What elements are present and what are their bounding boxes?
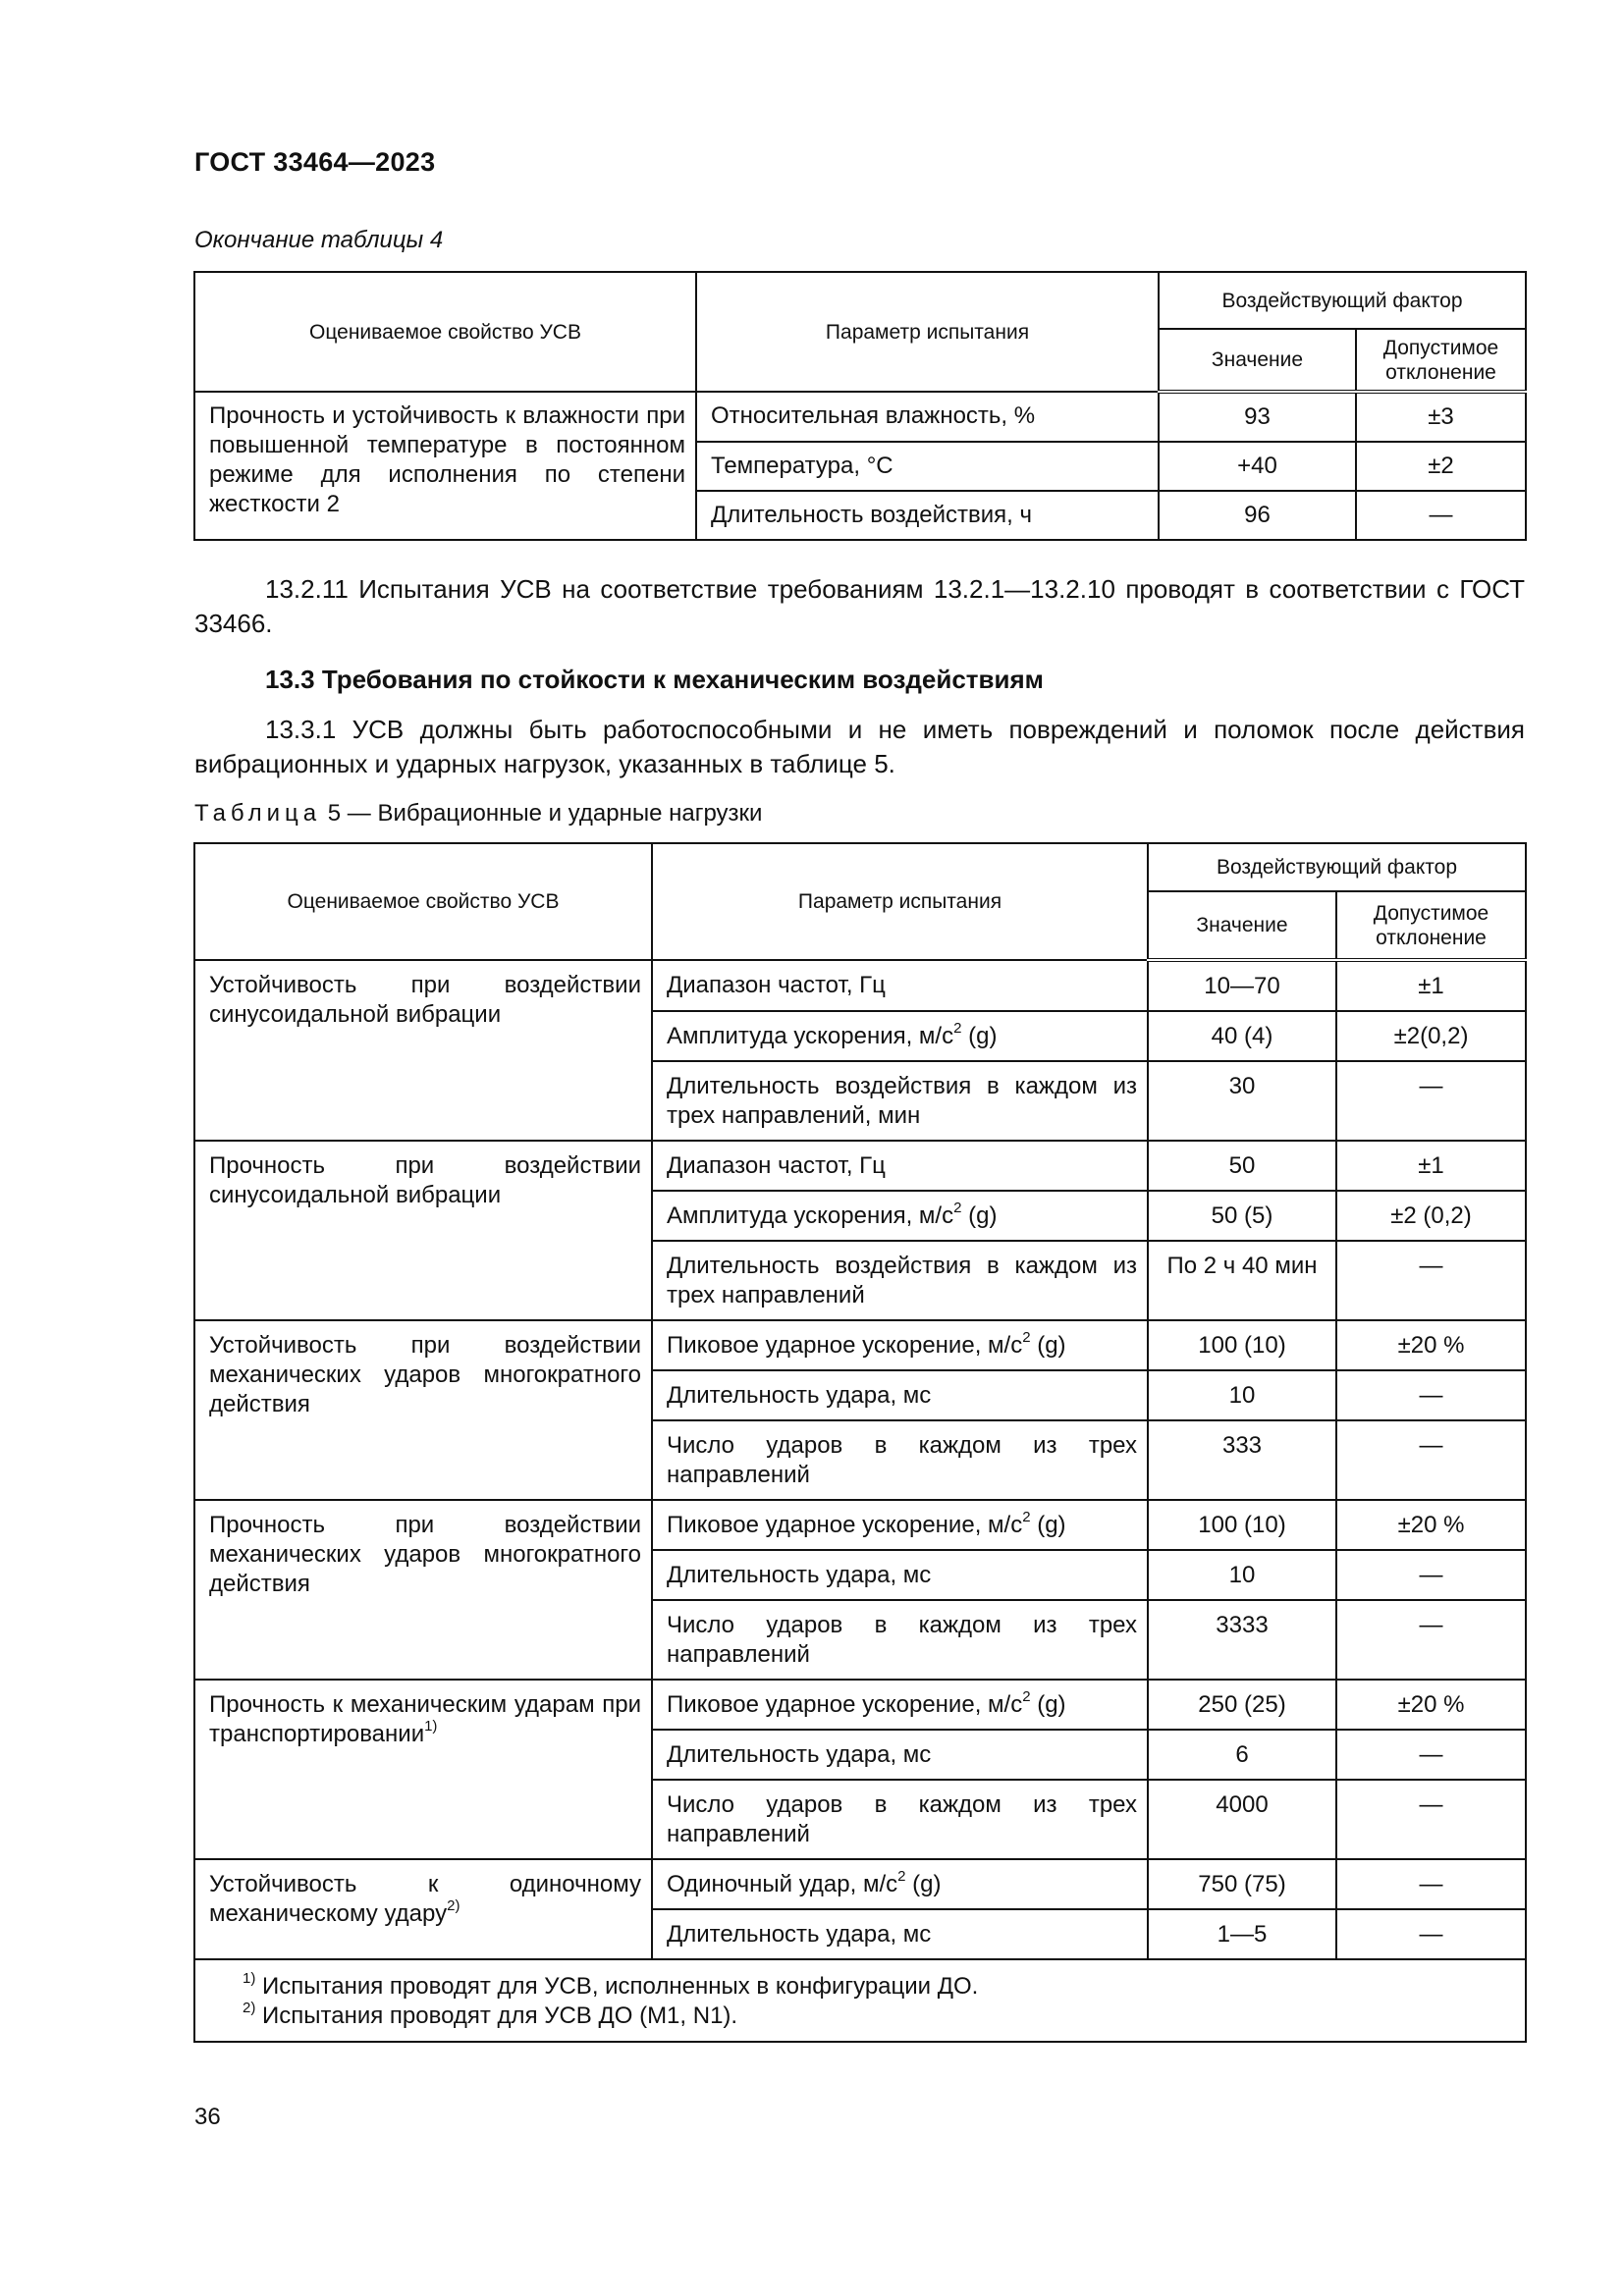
table-cell-parameter: Длительность воздействия, ч	[696, 491, 1159, 540]
paragraph-13-3-1: 13.3.1 УСВ должны быть работоспособными и не иметь повреждений и поломок после действия вибрационных и ударных нагрузок, указанных в таблице 5.	[194, 715, 1525, 778]
table-cell-value: +40	[1159, 442, 1356, 491]
table-cell-parameter	[652, 1859, 1148, 1909]
table5-caption	[194, 800, 762, 828]
table-5	[193, 842, 1527, 2043]
parameter-text: Диапазон частот, Гц	[667, 1152, 886, 1179]
table-cell-value: 40 (4)	[1148, 1011, 1336, 1061]
table-cell-tolerance: —	[1356, 491, 1526, 540]
table-cell-tolerance: —	[1336, 1730, 1526, 1780]
table-cell-property	[194, 1320, 652, 1500]
table-cell-value: 10	[1148, 1550, 1336, 1600]
table-cell-property	[194, 1680, 652, 1859]
header-value: Значение	[1148, 891, 1336, 960]
parameter-unit-note: (g)	[1030, 1512, 1066, 1538]
parameter-text: Пиковое ударное ускорение, м/с	[667, 1512, 1023, 1538]
table-cell-value: 6	[1148, 1730, 1336, 1780]
unit-exponent: 2	[953, 1200, 962, 1216]
table-cell-property	[194, 960, 652, 1141]
table-cell-value: 333	[1148, 1420, 1336, 1500]
table-cell-parameter	[652, 1141, 1148, 1191]
parameter-unit-note: (g)	[905, 1871, 942, 1897]
parameter-unit-note: (g)	[1030, 1691, 1066, 1718]
header-value: Значение	[1159, 329, 1356, 392]
table-row	[194, 1859, 1526, 1909]
header-parameter: Параметр испытания	[696, 272, 1159, 392]
table-cell-parameter	[652, 1370, 1148, 1420]
table4-continuation-caption: Окончание таблицы 4	[194, 227, 444, 253]
table-cell-tolerance: —	[1336, 1550, 1526, 1600]
table-cell-parameter	[652, 1909, 1148, 1959]
page-number: 36	[194, 2104, 221, 2130]
table-cell-value: 100 (10)	[1148, 1500, 1336, 1550]
table-cell-tolerance: —	[1336, 1061, 1526, 1141]
unit-exponent: 2	[1022, 1329, 1031, 1346]
parameter-text: Число ударов в каждом из трех направлений	[667, 1432, 1137, 1488]
table-cell-parameter	[652, 1320, 1148, 1370]
table-cell-tolerance: ±2	[1356, 442, 1526, 491]
parameter-text: Длительность удара, мс	[667, 1382, 932, 1409]
table-cell-value: 3333	[1148, 1600, 1336, 1680]
parameter-text: Длительность удара, мс	[667, 1741, 932, 1768]
table-row	[194, 1680, 1526, 1730]
table-cell-value: 10	[1148, 1370, 1336, 1420]
parameter-text: Число ударов в каждом из трех направлений	[667, 1612, 1137, 1668]
document-code: ГОСТ 33464—2023	[194, 147, 436, 177]
table-cell-value: По 2 ч 40 мин	[1148, 1241, 1336, 1320]
table-cell-value: 93	[1159, 392, 1356, 442]
parameter-text: Одиночный удар, м/с	[667, 1871, 898, 1897]
table-cell-parameter	[652, 1420, 1148, 1500]
table-cell-value: 50	[1148, 1141, 1336, 1191]
parameter-text: Амплитуда ускорения, м/с	[667, 1023, 954, 1049]
header-tolerance: Допустимое отклонение	[1336, 891, 1526, 960]
header-factor: Воздействующий фактор	[1148, 843, 1526, 891]
table-cell-parameter	[652, 1600, 1148, 1680]
table-cell-parameter	[652, 1061, 1148, 1141]
table-cell-property: Прочность и устойчивость к влажности при повышенной температуре в постоянном режиме для исполнения по степени жесткости 2	[194, 392, 696, 540]
parameter-text: Пиковое ударное ускорение, м/с	[667, 1691, 1023, 1718]
table-cell-tolerance: ±1	[1336, 1141, 1526, 1191]
parameter-text: Диапазон частот, Гц	[667, 972, 886, 998]
table-cell-value: 96	[1159, 491, 1356, 540]
table5-caption-label: Таблица	[194, 800, 322, 827]
unit-exponent: 2	[1022, 1509, 1031, 1525]
table-cell-parameter	[652, 1011, 1148, 1061]
table-cell-parameter	[652, 1241, 1148, 1320]
table-cell-tolerance: ±20 %	[1336, 1320, 1526, 1370]
table-cell-parameter	[652, 1550, 1148, 1600]
table5-body	[194, 960, 1526, 1959]
table-cell-value: 10—70	[1148, 960, 1336, 1011]
table-cell-tolerance: ±2(0,2)	[1336, 1011, 1526, 1061]
property-text: Прочность при воздействии синусоидальной вибрации	[209, 1152, 641, 1208]
table-cell-parameter	[652, 1680, 1148, 1730]
table-cell-parameter	[652, 1500, 1148, 1550]
table-4	[193, 271, 1527, 541]
table-row	[194, 1500, 1526, 1550]
table-cell-value: 100 (10)	[1148, 1320, 1336, 1370]
table-cell-parameter	[652, 1730, 1148, 1780]
parameter-text: Число ударов в каждом из трех направлений	[667, 1791, 1137, 1847]
footnote-2	[243, 2002, 1511, 2031]
table-cell-parameter	[652, 960, 1148, 1011]
property-text: Устойчивость к одиночному механическому удару	[209, 1871, 641, 1927]
table-cell-value: 30	[1148, 1061, 1336, 1141]
table-cell-tolerance: ±3	[1356, 392, 1526, 442]
table-cell-tolerance: —	[1336, 1600, 1526, 1680]
table-cell-parameter: Температура, °С	[696, 442, 1159, 491]
table-row	[194, 1320, 1526, 1370]
table-cell-tolerance: ±1	[1336, 960, 1526, 1011]
property-text: Прочность к механическим ударам при транспортировании	[209, 1691, 641, 1747]
footnote-text: Испытания проводят для УСВ ДО (М1, N1).	[255, 2002, 738, 2029]
paragraph-13-2-11: 13.2.11 Испытания УСВ на соответствие требованиям 13.2.1—13.2.10 проводят в соответствии с ГОСТ 33466.	[194, 574, 1525, 638]
table-cell-parameter	[652, 1780, 1148, 1859]
footnote-mark: 1)	[243, 1970, 256, 1987]
table5-caption-title: 5 — Вибрационные и ударные нагрузки	[327, 800, 763, 827]
section-heading-13-3: 13.3 Требования по стойкости к механическим воздействиям	[265, 665, 1044, 694]
unit-exponent: 2	[953, 1020, 962, 1037]
table-cell-value: 250 (25)	[1148, 1680, 1336, 1730]
table-cell-value: 50 (5)	[1148, 1191, 1336, 1241]
table-cell-tolerance: —	[1336, 1780, 1526, 1859]
header-property: Оцениваемое свойство УСВ	[194, 843, 652, 960]
unit-exponent: 2	[897, 1868, 906, 1885]
table-cell-tolerance: ±2 (0,2)	[1336, 1191, 1526, 1241]
parameter-text: Амплитуда ускорения, м/с	[667, 1202, 954, 1229]
header-factor: Воздействующий фактор	[1159, 272, 1526, 329]
unit-exponent: 2	[1022, 1688, 1031, 1705]
parameter-unit-note: (g)	[961, 1202, 998, 1229]
table-cell-property	[194, 1500, 652, 1680]
parameter-unit-note: (g)	[1030, 1332, 1066, 1359]
header-parameter: Параметр испытания	[652, 843, 1148, 960]
table-cell-tolerance: ±20 %	[1336, 1500, 1526, 1550]
parameter-text: Пиковое ударное ускорение, м/с	[667, 1332, 1023, 1359]
table-cell-parameter: Относительная влажность, %	[696, 392, 1159, 442]
footnote-ref: 1)	[424, 1718, 438, 1735]
property-text: Устойчивость при воздействии синусоидальной вибрации	[209, 972, 641, 1028]
table-row	[194, 960, 1526, 1011]
parameter-text: Длительность удара, мс	[667, 1921, 932, 1948]
table-cell-property	[194, 1141, 652, 1320]
table-cell-parameter	[652, 1191, 1148, 1241]
table-cell-tolerance: —	[1336, 1909, 1526, 1959]
table-cell-property	[194, 1859, 652, 1959]
footnote-1	[243, 1972, 1511, 2002]
parameter-text: Длительность удара, мс	[667, 1562, 932, 1588]
table-cell-value: 4000	[1148, 1780, 1336, 1859]
footnote-ref: 2)	[447, 1897, 460, 1914]
table-cell-tolerance: —	[1336, 1420, 1526, 1500]
parameter-text: Длительность воздействия в каждом из трех направлений, мин	[667, 1073, 1137, 1129]
property-text: Устойчивость при воздействии механических ударов многократного действия	[209, 1332, 641, 1417]
table-cell-tolerance: ±20 %	[1336, 1680, 1526, 1730]
table-cell-tolerance: —	[1336, 1859, 1526, 1909]
table-cell-tolerance: —	[1336, 1241, 1526, 1320]
table-row	[194, 1141, 1526, 1191]
header-property: Оцениваемое свойство УСВ	[194, 272, 696, 392]
table5-footnotes	[194, 1959, 1526, 2042]
header-tolerance: Допустимое отклонение	[1356, 329, 1526, 392]
table-cell-value: 750 (75)	[1148, 1859, 1336, 1909]
property-text: Прочность при воздействии механических ударов многократного действия	[209, 1512, 641, 1597]
parameter-unit-note: (g)	[961, 1023, 998, 1049]
parameter-text: Длительность воздействия в каждом из трех направлений	[667, 1253, 1137, 1308]
footnote-mark: 2)	[243, 2000, 256, 2016]
footnote-text: Испытания проводят для УСВ, исполненных в конфигурации ДО.	[255, 1973, 979, 2000]
table-cell-tolerance: —	[1336, 1370, 1526, 1420]
table-cell-value: 1—5	[1148, 1909, 1336, 1959]
